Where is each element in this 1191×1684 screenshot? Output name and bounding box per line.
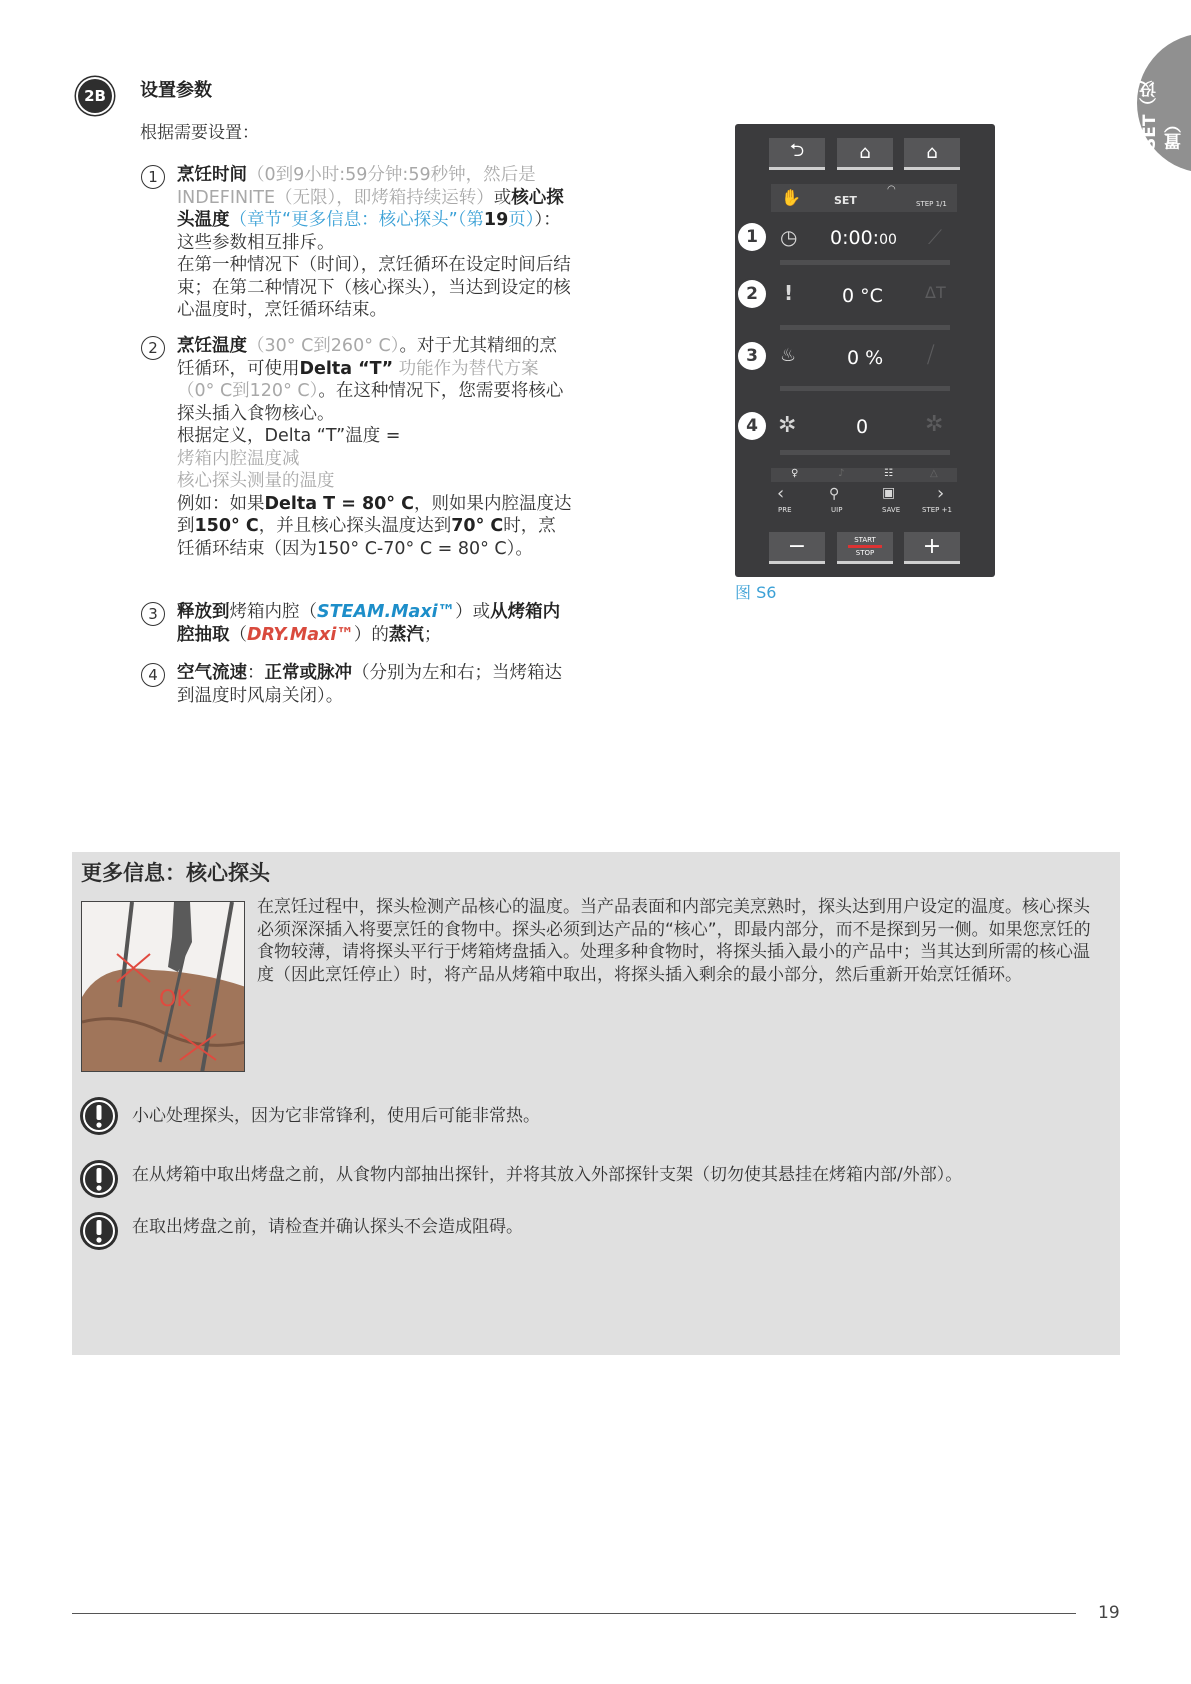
temperature-value[interactable]: 0 °C [842,285,883,307]
range-text: （0到9小时:59分钟:59秒钟，然后是INDEFINITE（无限），即烤箱持续运转） [177,165,536,208]
term: 烹饪时间 [177,165,247,185]
light-icon[interactable]: ♀ [791,468,799,479]
warning-text-1: 小心处理探头，因为它非常锋利，使用后可能非常热。 [132,1106,540,1126]
callout-4: 4 [738,412,766,440]
callout-2: 2 [738,280,766,308]
callout-1: 1 [738,223,766,251]
steam-icon: ♨ [780,345,797,366]
start-label: START [854,536,876,544]
ok-label: OK [159,987,191,1012]
section-subtitle: 根据需要设置： [140,123,259,143]
more-info-paragraph: 在烹饪过程中，探头检测产品核心的温度。当产品表面和内部完美烹熟时，探头达到用户设定的温度。核心探头必须深深插入将要烹饪的食物中。探头必须到达产品的“核心”，即最内部分，而不是探到另一侧。如果您烹饪的食物较薄，请将探头平行于烤箱烤盘插入。处理多种食物时，将探头插入最小的产品中；当其达到所需的核心温度（因此烹饪停止）时，将产品从烤箱中取出，将探头插入剩余的最小部分，然后重新开始烹饪循环。 [257,897,1091,985]
warning-icon [79,1096,119,1136]
term: 70° C [451,516,504,536]
dry-icon[interactable]: ⧸ [927,343,935,368]
text: （ [229,624,247,645]
fan-value[interactable]: 0 [856,416,869,438]
text: 例如：如果 [177,493,265,514]
warning-icon [79,1211,119,1251]
text: ）的 [353,624,389,645]
pulse-fan-icon[interactable]: ✲ [925,412,944,437]
definition-line: 核心探头测量的温度 [177,471,335,491]
stop-label: STOP [855,549,875,557]
humidity-slider[interactable] [780,386,950,391]
nav-save-label: SAVE [882,506,901,514]
item-cooking-time [177,164,573,322]
nav-pre-label: PRE [778,506,792,514]
back-arrow-icon: ⮌ [789,139,805,161]
temperature-slider[interactable] [780,325,950,330]
range-text: 功能作为替代方案（0° C到120° C） [177,358,539,401]
step-label: STEP 1/1 [916,200,947,208]
figure-caption: 图 S6 [735,583,777,602]
uip-icon[interactable]: ⚲ [829,486,840,502]
definition: 根据定义，Delta “T”温度 = [177,426,401,446]
settings-home-button[interactable] [837,138,893,170]
text: ）：这些参数相互排斥。 [177,210,561,253]
item-number-2: 2 [141,336,165,360]
text: 。对于尤其精细的烹饪循环，可使用 [177,336,557,379]
warning-text-3: 在取出烤盘之前，请检查并确认探头不会造成阻碍。 [132,1217,523,1237]
warning-text-2: 在从烤箱中取出烤盘之前，从食物内部抽出探针，并将其放入外部探针支架（切勿使其悬挂在烤箱内部/外部）。 [132,1165,963,1185]
core-probe-illustration [81,901,245,1072]
home-icon: ⌂ [926,142,938,163]
footer-rule [72,1613,1076,1614]
wifi-icon: ◠ [887,184,896,195]
callout-3: 3 [738,342,766,370]
term: 空气流速 [177,663,247,683]
term: 150° C [194,516,259,536]
more-info-title: 更多信息：核心探头 [81,861,270,885]
text: ，则如果内腔温度达到 [177,493,572,536]
page-number: 19 [1098,1603,1120,1623]
item-cooking-temperature [177,335,573,560]
home-button[interactable] [904,138,960,170]
term: 释放到 [177,602,230,622]
warning-3 [79,1211,119,1255]
item-number-1: 1 [141,165,165,189]
nav-uip-label: UIP [831,506,843,514]
cross-reference-link[interactable]: 页） [508,210,535,230]
text: 。在这种情况下，您需要将核心探头插入食物核心。 [177,381,564,424]
fan-icon: ✲ [778,413,797,438]
probe-icon[interactable]: ♪ [838,468,845,479]
definition-line: 烤箱内腔温度减 [177,448,300,469]
section-title: 设置参数 [140,80,212,101]
paragraph: 在第一种情况下（时间），烹饪循环在设定时间后结束；在第二种情况下（核心探头），当达到设定的核心温度时，烹饪循环结束。 [177,255,571,320]
nav-step-label: STEP +1 [922,506,952,514]
text: （分别为左和右；当烤箱达到温度时风扇关闭）。 [177,663,562,706]
steam-maxi-logo: STEAM.Maxi™ [317,602,456,622]
set-label: SET [834,194,857,207]
range-text: （30° C到260° C） [247,336,400,356]
oven-control-panel [735,124,995,577]
term: 从烤箱内腔抽取 [177,602,561,645]
time-slider[interactable] [780,260,950,265]
hand-icon: ✋ [781,188,801,207]
humidity-value[interactable]: 0 % [847,347,884,369]
term: Delta “T” [299,358,394,379]
text: ）或 [455,602,491,622]
thermometer-icon: ! [784,281,794,305]
text: 或 [493,187,512,208]
section-tab-label: SET（设置） [1140,80,1185,150]
text: 烤箱内腔（ [229,602,317,622]
warning-1 [79,1096,119,1140]
text: ，并且核心探头温度达到 [258,516,452,536]
settings-home-icon: ⌂ [859,142,871,163]
next-chevron-icon[interactable]: › [937,483,945,504]
term: 烹饪温度 [177,336,247,356]
dry-maxi-logo: DRY.Maxi™ [247,624,354,645]
term: 核心探头温度 [177,187,564,230]
item-number-4: 4 [141,663,165,687]
item-number-3: 3 [141,602,165,626]
time-value[interactable]: 0:00:00 [830,227,897,249]
clock-icon: ◷ [780,225,798,249]
drop-icon[interactable]: △ [930,468,938,479]
save-icon[interactable]: ▣ [882,485,896,501]
tray-icon[interactable]: ☷ [884,468,893,479]
plus-button[interactable]: + [904,532,960,564]
text: ； [423,624,442,645]
text: 时，烹饪循环结束（因为150° C-70° C = 80° C）。 [177,516,556,559]
term: Delta T = 80° C [264,493,414,514]
start-stop-indicator [848,545,882,548]
start-stop-button[interactable] [837,532,893,564]
prev-chevron-icon[interactable]: ‹ [777,483,785,504]
minus-button[interactable]: − [769,532,825,564]
delta-t-icon[interactable]: ΔT [925,283,946,302]
warning-2 [79,1159,119,1203]
term: 正常或脉冲 [264,663,352,683]
item-steam [177,601,573,646]
warning-icon [79,1159,119,1199]
ref-page: 19 [483,210,509,230]
step-badge: 2B [78,79,112,113]
back-button[interactable] [769,138,825,170]
cross-reference-link[interactable]: （章节“更多信息：核心探头”（第 [229,210,484,230]
core-probe-icon[interactable]: ⟋ [928,225,942,249]
text: ： [247,663,265,683]
item-air-flow [177,662,573,707]
fan-slider[interactable] [780,450,950,455]
term: 蒸汽 [388,624,424,645]
